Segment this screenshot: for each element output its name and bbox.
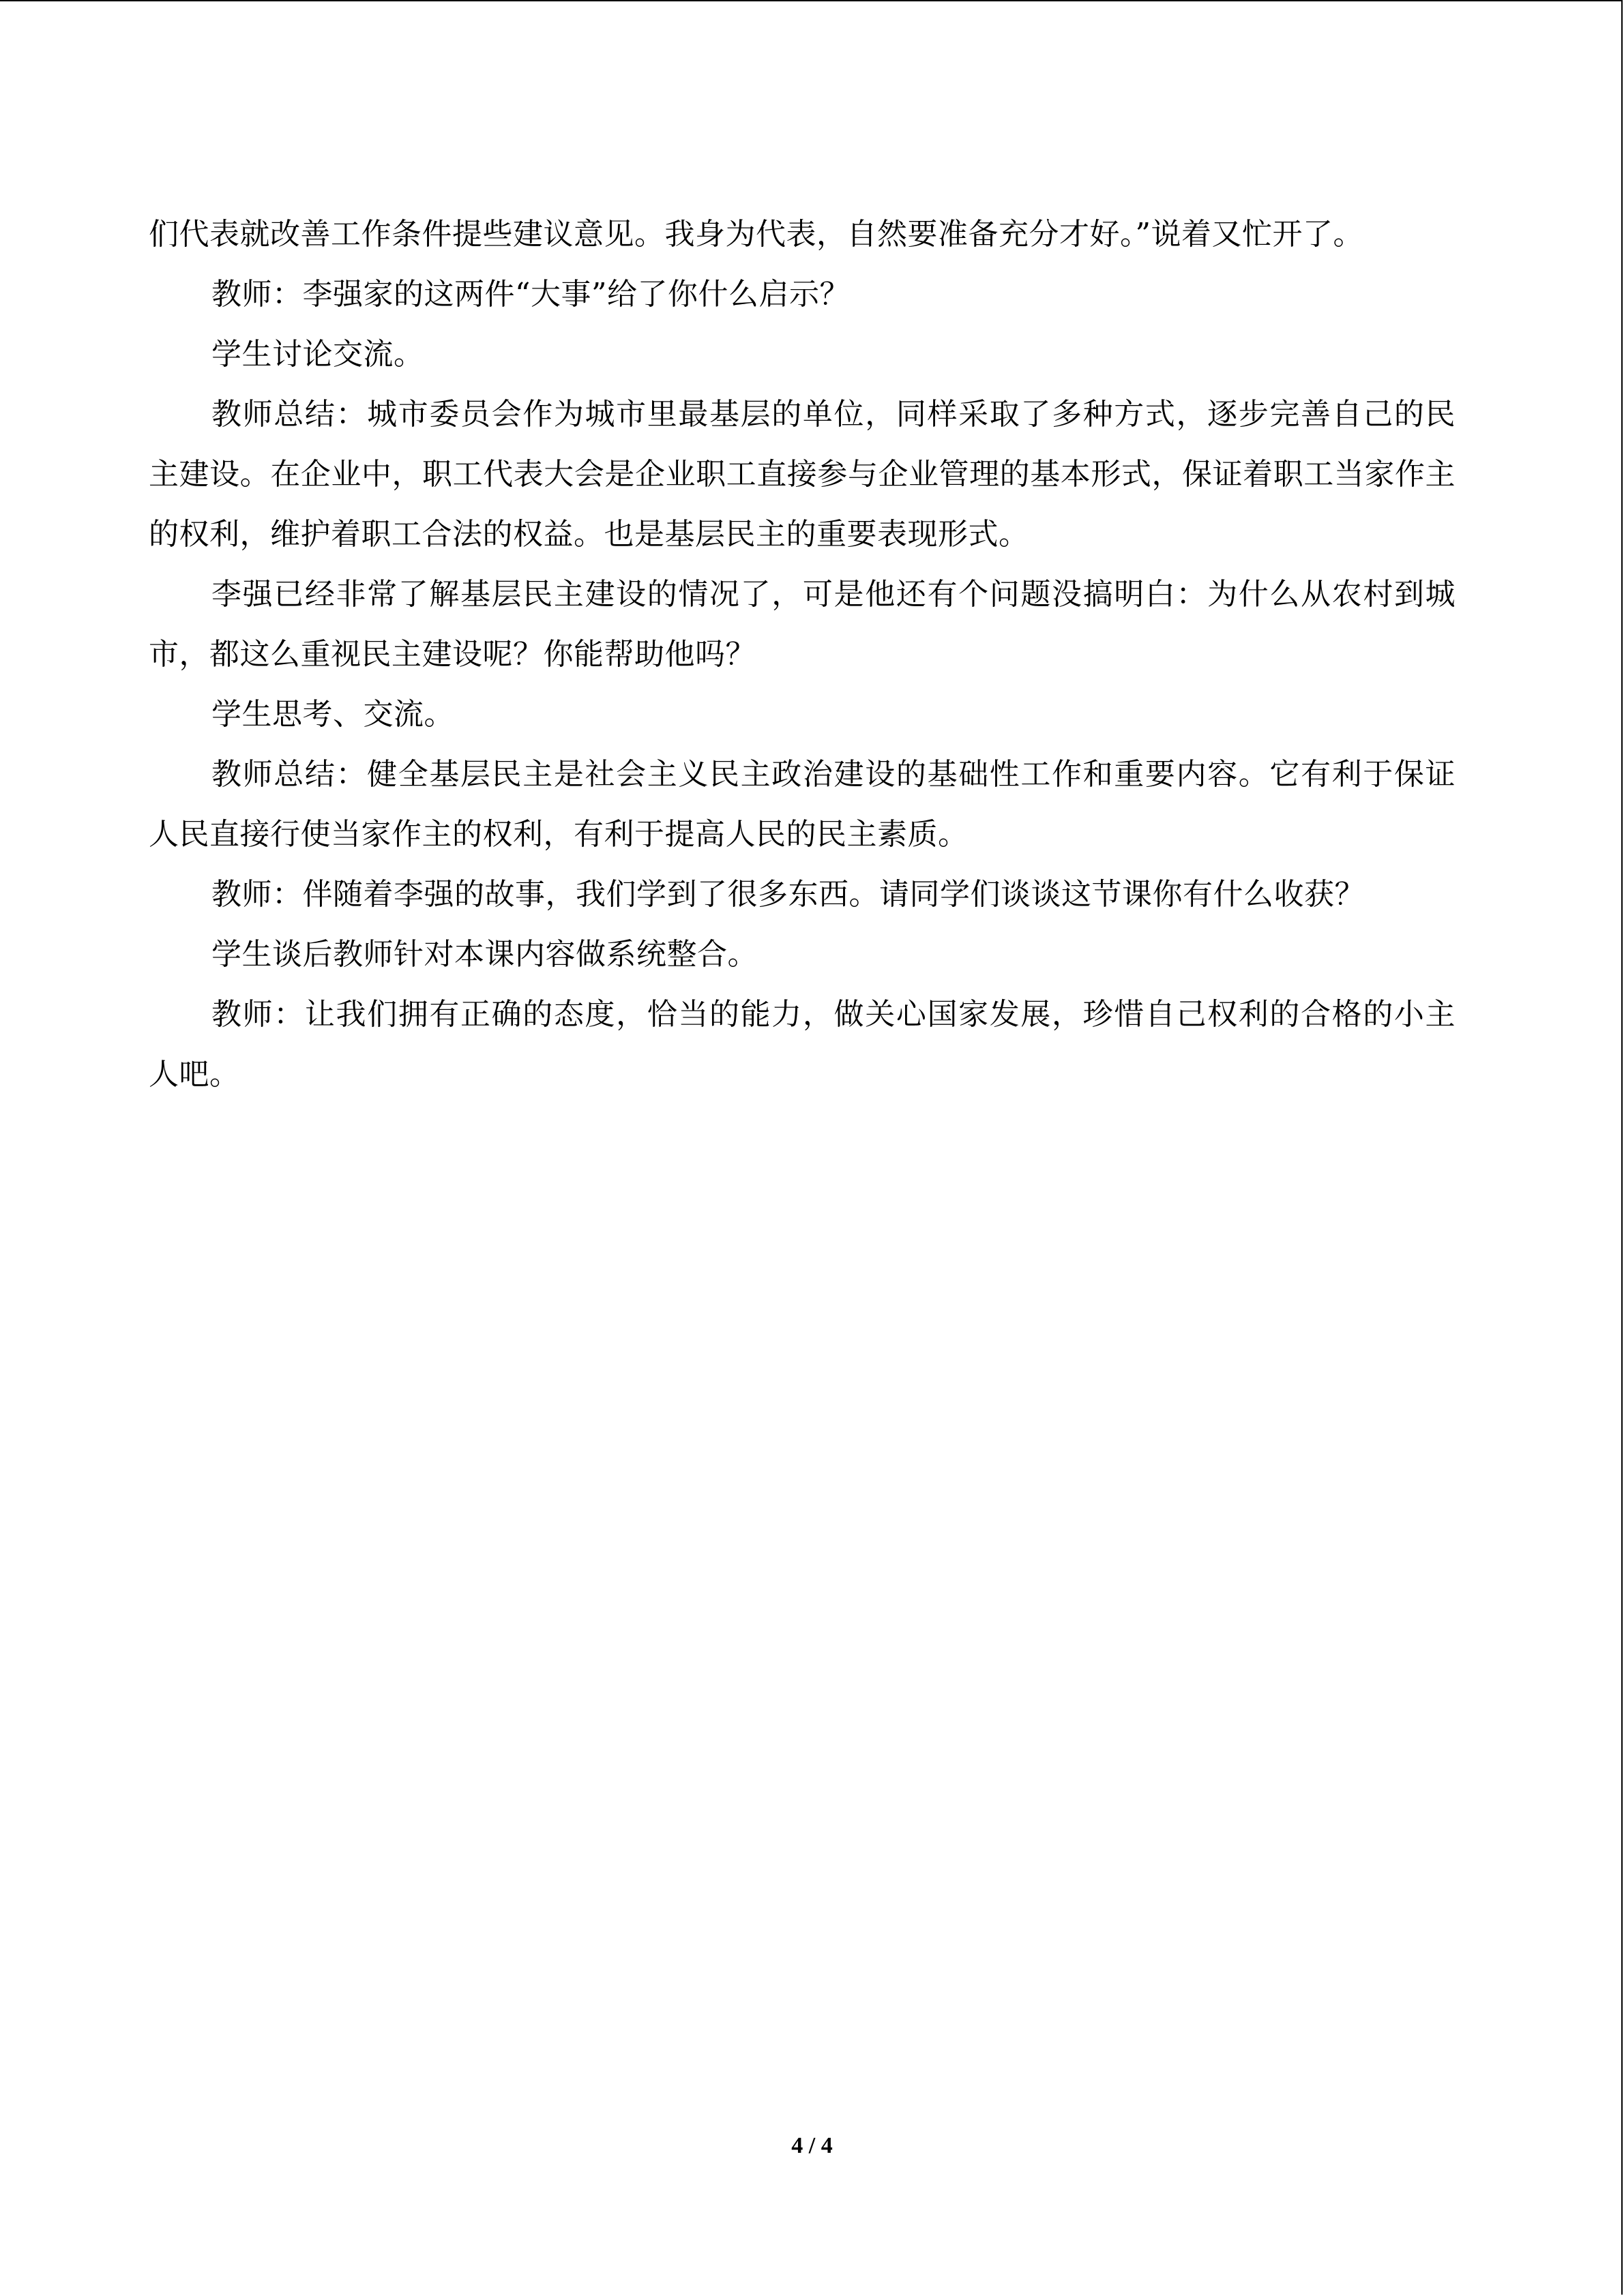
paragraph-integration: 学生谈后教师针对本课内容做系统整合。 xyxy=(211,937,758,972)
paragraph-student-thinking: 学生思考、交流。 xyxy=(211,697,454,732)
page-number: 4 / 4 xyxy=(791,2133,833,2158)
paragraph-closing: 教师：让我们拥有正确的态度，恰当的能力，做关心国家发展，珍惜自己权利的合格的小主人吧。 xyxy=(149,997,1456,1092)
paragraph-teacher-reflection: 教师：伴随着李强的故事，我们学到了很多东西。请同学们谈谈这节课你有什么收获？ xyxy=(211,877,1365,912)
paragraph-teacher-question: 教师：李强家的这两件“大事”给了你什么启示？ xyxy=(211,277,850,312)
paragraph-student-discussion: 学生讨论交流。 xyxy=(211,337,424,372)
paragraph-teacher-summary-2: 教师总结：健全基层民主是社会主义民主政治建设的基础性工作和重要内容。它有利于保证人民直接行使当家作主的权利，有利于提高人民的民主素质。 xyxy=(149,757,1456,852)
paragraph-continuation: 们代表就改善工作条件提些建议意见。我身为代表，自然要准备充分才好。”说着又忙开了。 xyxy=(149,217,1363,252)
document-body xyxy=(149,205,1456,1105)
paragraph-teacher-summary-1: 教师总结：城市委员会作为城市里最基层的单位，同样采取了多种方式，逐步完善自己的民主建设。在企业中，职工代表大会是企业职工直接参与企业管理的基本形式，保证着职工当家作主的权利，维护着职工合法的权益。也是基层民主的重要表现形式。 xyxy=(149,397,1456,552)
paragraph-liqiang-question: 李强已经非常了解基层民主建设的情况了，可是他还有个问题没搞明白：为什么从农村到城市，都这么重视民主建设呢？你能帮助他吗？ xyxy=(149,577,1456,672)
